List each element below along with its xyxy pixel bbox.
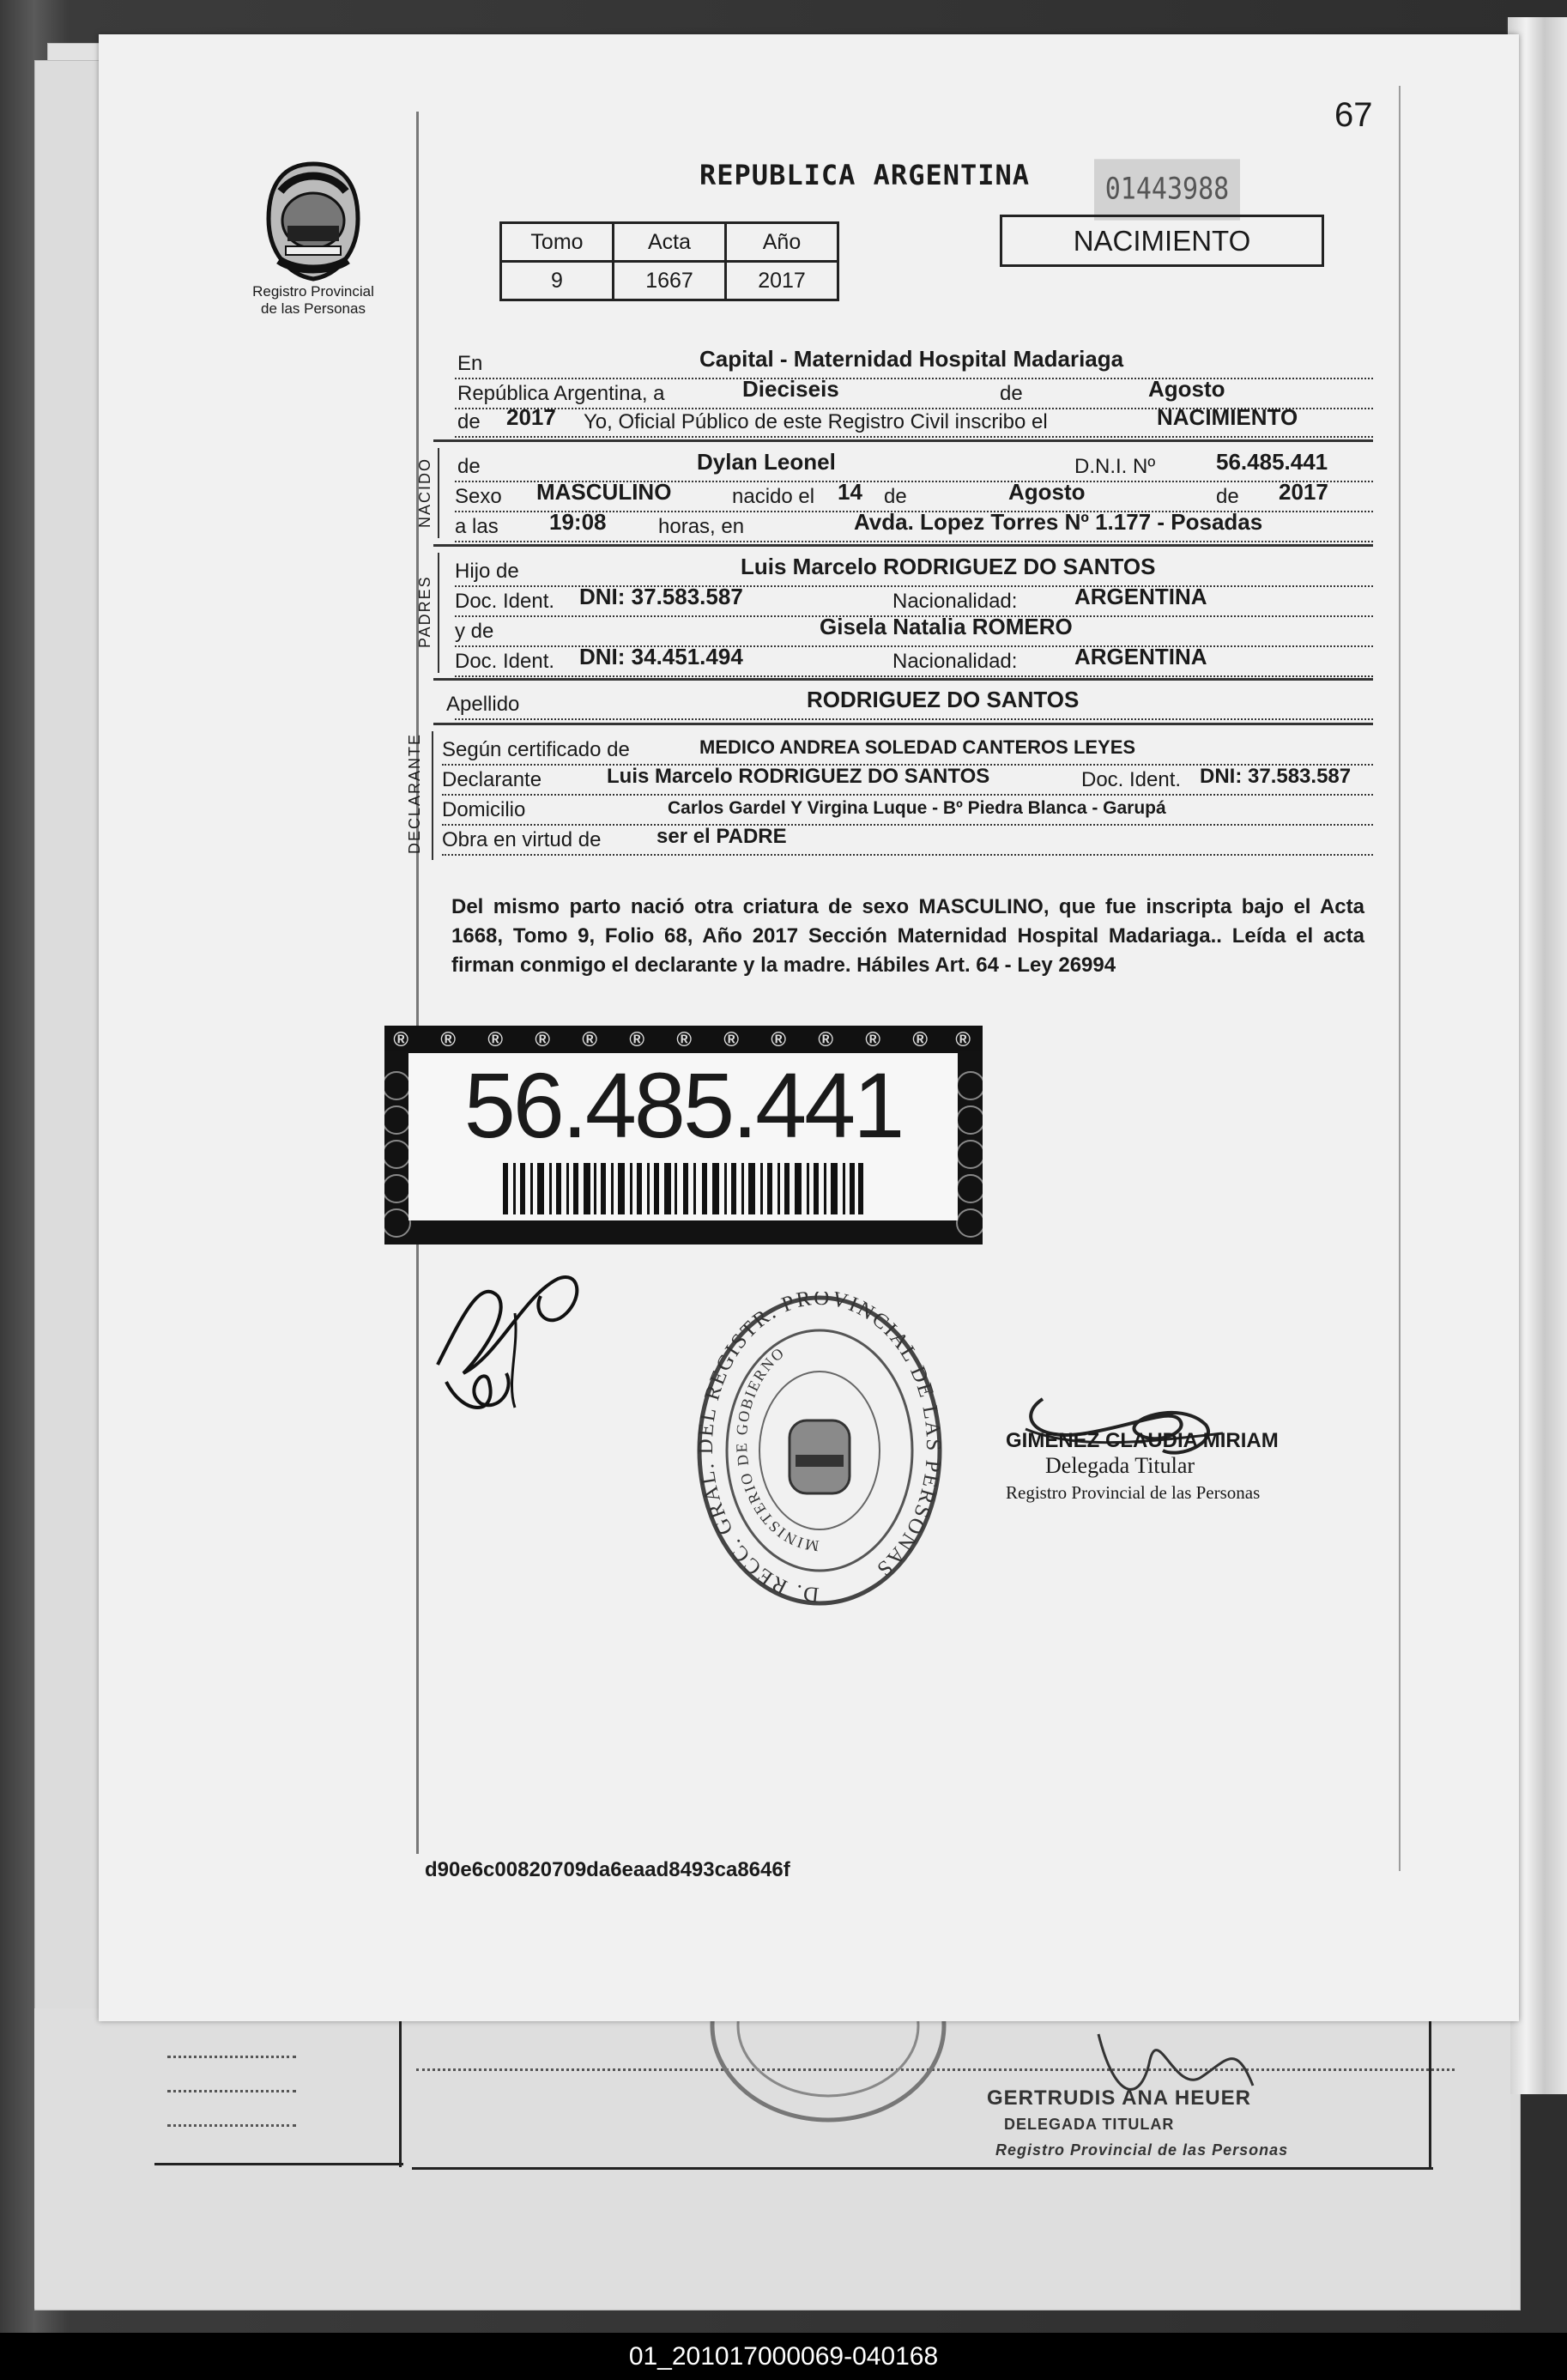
seal-icon (691, 1292, 948, 1618)
child-name-value: Dylan Leonel (697, 449, 836, 475)
de-label-3: de (884, 485, 907, 508)
mother-doc-value: DNI: 34.451.494 (579, 644, 743, 669)
mother-nat-value: ARGENTINA (1074, 644, 1207, 669)
registry-caption-line1: Registro Provincial (252, 283, 374, 300)
rule-line (154, 2163, 403, 2165)
form-row-time-place (455, 506, 1373, 542)
year-value: 2017 (506, 404, 556, 430)
seal-outer-text: D. RECC. GRAL. DEL REGISTR. PROVINCIAL DE LAS PERSONAS (694, 1292, 946, 1607)
barcode-icon (503, 1163, 863, 1214)
father-nat-value: ARGENTINA (1074, 584, 1207, 609)
section-separator (433, 544, 1373, 547)
dotted-line (167, 2090, 296, 2092)
sex-value: MASCULINO (536, 479, 672, 505)
section-separator (433, 723, 1373, 725)
lower-page-signatory (987, 2086, 1288, 2163)
mother-name-value: Gisela Natalia ROMERO (820, 614, 1073, 639)
doc-label-2: Doc. Ident. (455, 650, 555, 673)
dni-plate-number: 56.485.441 (463, 1053, 903, 1157)
table-header-tomo: Tomo (501, 223, 614, 262)
section-separator (433, 678, 1373, 681)
section-bar-nacido (438, 448, 439, 538)
en-label: En (457, 352, 483, 375)
country-title: REPUBLICA ARGENTINA (699, 159, 1031, 191)
a-las-label: a las (455, 515, 499, 538)
act-reference-table (499, 221, 839, 301)
table-header-ano: Año (726, 223, 838, 262)
svg-text:®: ® (535, 1028, 550, 1051)
republica-label: República Argentina, a (457, 382, 665, 405)
seal-inner-text: MINISTERIO DE GOBIERNO (732, 1343, 820, 1555)
side-tag-nacido: NACIDO (416, 457, 433, 528)
rule-line (399, 2008, 402, 2167)
officer-organization: Registro Provincial de las Personas (1006, 1482, 1261, 1503)
officer-role: Delegada Titular (1045, 1453, 1195, 1478)
declarante-label: Declarante (442, 768, 542, 791)
dni-plate-window (408, 1053, 958, 1220)
father-name-value: Luis Marcelo RODRIGUEZ DO SANTOS (741, 554, 1156, 579)
act-type-box: NACIMIENTO (1000, 215, 1324, 267)
birth-year-value: 2017 (1279, 479, 1328, 505)
capacity-value: ser el PADRE (656, 825, 787, 848)
dotted-line (167, 2056, 296, 2058)
dotted-line (167, 2124, 296, 2127)
nacido-label: nacido el (732, 485, 815, 508)
de-label: de (1000, 382, 1023, 405)
sexo-label: Sexo (455, 485, 502, 508)
svg-text:®: ® (393, 1028, 408, 1051)
officer-name: GIMENEZ CLAUDIA MIRIAM (1006, 1429, 1279, 1452)
svg-text:®: ® (487, 1028, 503, 1051)
place-value: Capital - Maternidad Hospital Madariaga (699, 346, 1124, 372)
apellido-label: Apellido (446, 693, 520, 716)
partial-seal-icon (687, 2008, 970, 2129)
form-row-year (455, 402, 1373, 438)
month-value: Agosto (1148, 376, 1225, 402)
province-coat-of-arms-icon (262, 159, 365, 283)
certificate-value: MEDICO ANDREA SOLEDAD CANTEROS LEYES (699, 736, 1136, 758)
segun-label: Según certificado de (442, 738, 630, 761)
table-header-acta: Acta (614, 223, 726, 262)
document-hash: d90e6c00820709da6eaad8493ca8646f (425, 1858, 790, 1881)
svg-text:®: ® (629, 1028, 644, 1051)
form-row-mother-doc (455, 641, 1373, 677)
margin-rule-right (1399, 86, 1401, 1871)
table-value-tomo: 9 (501, 262, 614, 300)
dni-number-plate (384, 1026, 983, 1245)
svg-text:®: ® (676, 1028, 692, 1051)
form-row-surname (446, 684, 1373, 720)
page-number: 67 (1334, 96, 1373, 134)
act-word-value: NACIMIENTO (1157, 404, 1298, 430)
horas-label: horas, en (658, 515, 745, 538)
section-bar-padres (438, 553, 439, 673)
declarant-value: Luis Marcelo RODRIGUEZ DO SANTOS (607, 765, 990, 788)
nac-label-2: Nacionalidad: (892, 650, 1018, 673)
marginal-note: Del mismo parto nació otra criatura de sexo MASCULINO, que fue inscripta bajo el Acta 1668, Tomo 9, Folio 68, Año 2017 Sección Maternidad Hospital Madariaga.. Leída el acta firman conmigo el declarante y la madre. Hábiles Art. 64 - Ley 26994 (451, 895, 1364, 977)
svg-text:®: ® (818, 1028, 833, 1051)
registry-caption (236, 283, 390, 318)
svg-text:®: ® (955, 1028, 971, 1051)
doc-label-3: Doc. Ident. (1081, 768, 1182, 791)
lower-signatory-org: Registro Provincial de las Personas (995, 2141, 1289, 2159)
svg-text:®: ® (912, 1028, 928, 1051)
svg-text:®: ® (771, 1028, 786, 1051)
underlying-page (34, 2008, 1510, 2309)
side-tag-padres: PADRES (416, 575, 433, 648)
table-value-acta: 1667 (614, 262, 726, 300)
father-doc-value: DNI: 37.583.587 (579, 584, 743, 609)
doc-label: Doc. Ident. (455, 590, 555, 613)
surname-value: RODRIGUEZ DO SANTOS (807, 687, 1080, 712)
year-de-label: de (457, 410, 481, 433)
declarant-signature-icon (429, 1262, 601, 1425)
section-bar-declarante (432, 731, 433, 860)
svg-text:®: ® (582, 1028, 597, 1051)
oficial-text: Yo, Oficial Público de este Registro Civil inscribo el (584, 410, 1048, 433)
obra-label: Obra en virtud de (442, 828, 602, 851)
lower-signatory-name: GERTRUDIS ANA HEUER (987, 2086, 1251, 2110)
security-pattern-icon (384, 1026, 983, 1051)
birth-place-value: Avda. Lopez Torres Nº 1.177 - Posadas (854, 509, 1263, 535)
dni-label: D.N.I. Nº (1074, 455, 1156, 478)
form-row-capacity (442, 820, 1373, 856)
section-separator (433, 439, 1373, 442)
de-label-2: de (457, 455, 481, 478)
birth-day-value: 14 (838, 479, 862, 505)
hijo-label: Hijo de (455, 560, 519, 583)
address-value: Carlos Gardel Y Virgina Luque - Bº Piedra Blanca - Garupá (668, 798, 1166, 818)
birth-time-value: 19:08 (549, 509, 607, 535)
birth-month-value: Agosto (1008, 479, 1086, 505)
day-text-value: Dieciseis (742, 376, 839, 402)
lower-signatory-role: DELEGADA TITULAR (1004, 2116, 1175, 2133)
rule-line (412, 2167, 1433, 2170)
table-value-ano: 2017 (726, 262, 838, 300)
registry-caption-line2: de las Personas (261, 300, 366, 317)
seal-emblem (790, 1420, 850, 1493)
child-dni-value: 56.485.441 (1216, 449, 1328, 475)
scan-filename-footer: 01_201017000069-040168 (0, 2333, 1567, 2380)
nac-label: Nacionalidad: (892, 590, 1018, 613)
svg-text:®: ® (865, 1028, 880, 1051)
official-seal (691, 1292, 948, 1618)
svg-text:®: ® (723, 1028, 739, 1051)
side-tag-declarante: DECLARANTE (406, 732, 423, 854)
de-label-4: de (1216, 485, 1239, 508)
rule-line (1429, 2008, 1431, 2167)
domicilio-label: Domicilio (442, 798, 526, 821)
yde-label: y de (455, 620, 494, 643)
svg-text:®: ® (440, 1028, 456, 1051)
margin-rule (416, 112, 419, 1854)
serial-number-stamp: 01443988 (1094, 159, 1240, 220)
declarant-doc-value: DNI: 37.583.587 (1200, 765, 1352, 788)
